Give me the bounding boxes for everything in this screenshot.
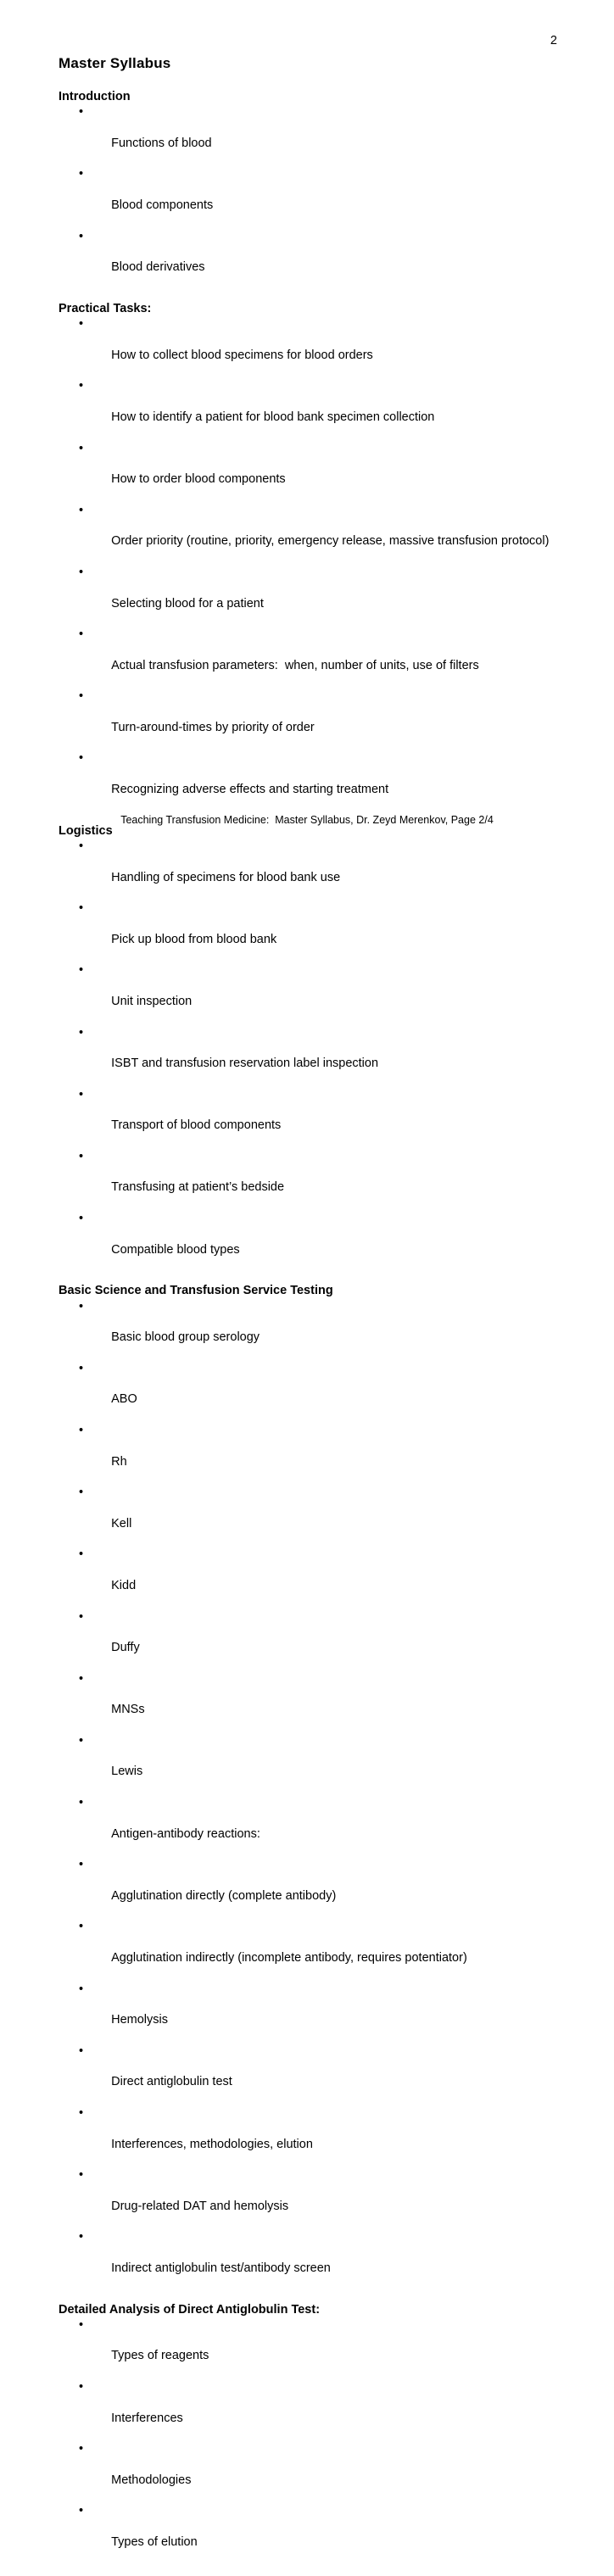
list-item-text: Interferences xyxy=(111,2411,183,2425)
list-item xyxy=(59,229,580,291)
list-item-text: Selecting blood for a patient xyxy=(111,596,264,611)
bullet-icon: • xyxy=(79,1149,84,1163)
list-item xyxy=(59,1547,580,1609)
bullet-icon: • xyxy=(79,689,84,704)
page-title: Master Syllabus xyxy=(59,55,171,71)
list-item xyxy=(59,1087,580,1149)
list-item-text: How to collect blood specimens for blood orders xyxy=(111,348,373,362)
list-item-text: Drug-related DAT and hemolysis xyxy=(111,2199,289,2213)
list-item-text: Turn-around-times by priority of order xyxy=(111,720,315,734)
list-item-text: Pick up blood from blood bank xyxy=(111,932,277,946)
bullet-icon: • xyxy=(79,1796,84,1810)
list-item-text: Order priority (routine, priority, emergency release, massive transfusion protocol) xyxy=(111,534,550,549)
bullet-icon: • xyxy=(79,2106,84,2120)
bullet-icon: • xyxy=(79,1609,84,1624)
list-item xyxy=(59,1857,580,1919)
list-item-text: Recognizing adverse effects and starting treatment xyxy=(111,783,389,797)
bullet-icon: • xyxy=(79,2044,84,2058)
bullet-icon: • xyxy=(79,2230,84,2244)
section-heading: Introduction xyxy=(59,90,131,103)
list-item-text: Types of reagents xyxy=(111,2349,209,2363)
bullet-icon: • xyxy=(79,1982,84,1996)
list-item-text: Kidd xyxy=(111,1578,137,1592)
list-item xyxy=(59,1025,580,1087)
list-item xyxy=(59,2229,580,2291)
list-item-text: Duffy xyxy=(111,1641,140,1655)
list-item xyxy=(59,1733,580,1795)
list-item-text: Kell xyxy=(111,1516,132,1531)
list-item xyxy=(59,2105,580,2167)
bullet-list xyxy=(59,104,580,291)
section-heading: Basic Science and Transfusion Service Testing xyxy=(59,1284,333,1298)
list-item xyxy=(59,2379,580,2441)
bullet-icon: • xyxy=(79,751,84,766)
list-item xyxy=(59,1982,580,2044)
list-item-text: How to order blood components xyxy=(111,472,286,487)
bullet-icon: • xyxy=(79,1423,84,1437)
list-item-text: MNSs xyxy=(111,1703,145,1717)
section-heading: Practical Tasks: xyxy=(59,301,152,315)
bullet-icon: • xyxy=(79,1361,84,1375)
bullet-icon: • xyxy=(79,1858,84,1872)
list-item-text: Blood components xyxy=(111,198,214,213)
list-item xyxy=(59,2167,580,2229)
bullet-icon: • xyxy=(79,901,84,916)
bullet-icon: • xyxy=(79,1212,84,1226)
bullet-list xyxy=(59,2317,580,2566)
syllabus-section xyxy=(59,301,580,813)
list-item xyxy=(59,689,580,750)
bullet-list xyxy=(59,839,580,1273)
list-item-text: ABO xyxy=(111,1392,137,1407)
bullet-icon: • xyxy=(79,1025,84,1040)
list-item-text: Agglutination directly (complete antibody) xyxy=(111,1888,337,1903)
list-item xyxy=(59,2441,580,2503)
bullet-icon: • xyxy=(79,1299,84,1313)
list-item xyxy=(59,1149,580,1211)
bullet-icon: • xyxy=(79,1671,84,1686)
section-heading: Detailed Analysis of Direct Antiglobulin Test: xyxy=(59,2302,321,2317)
bullet-icon: • xyxy=(79,2317,84,2332)
syllabus-section xyxy=(59,2302,580,2566)
list-item xyxy=(59,316,580,378)
list-item-text: Agglutination indirectly (incomplete antibody, requires potentiator) xyxy=(111,1951,467,1965)
bullet-list xyxy=(59,1299,580,2292)
list-item-text: Methodologies xyxy=(111,2473,192,2487)
bullet-icon: • xyxy=(79,105,84,120)
list-item xyxy=(59,900,580,962)
bullet-icon: • xyxy=(79,379,84,393)
list-item xyxy=(59,962,580,1024)
bullet-icon: • xyxy=(79,839,84,853)
bullet-icon: • xyxy=(79,1733,84,1748)
list-item-text: Lewis xyxy=(111,1765,143,1779)
list-item xyxy=(59,378,580,440)
bullet-icon: • xyxy=(79,1087,84,1101)
bullet-icon: • xyxy=(79,2380,84,2395)
list-item-text: Transfusing at patient’s bedside xyxy=(111,1180,285,1195)
list-item-text: Rh xyxy=(111,1454,127,1469)
list-item xyxy=(59,2503,580,2565)
list-item xyxy=(59,1423,580,1485)
list-item-text: How to identify a patient for blood bank specimen collection xyxy=(111,410,435,424)
list-item xyxy=(59,627,580,689)
list-item xyxy=(59,839,580,900)
bullet-icon: • xyxy=(79,565,84,579)
list-item xyxy=(59,1919,580,1981)
bullet-icon: • xyxy=(79,317,84,332)
list-item-text: Interferences, methodologies, elution xyxy=(111,2137,313,2151)
list-item xyxy=(59,1795,580,1857)
list-item-text: Compatible blood types xyxy=(111,1242,240,1257)
list-item-text: Types of elution xyxy=(111,2535,198,2550)
bullet-icon: • xyxy=(79,1547,84,1562)
list-item-text: Handling of specimens for blood bank use xyxy=(111,870,341,884)
list-item xyxy=(59,1361,580,1423)
bullet-icon: • xyxy=(79,1486,84,1500)
list-item-text: Indirect antiglobulin test/antibody screen xyxy=(111,2261,331,2275)
list-item-text: ISBT and transfusion reservation label inspection xyxy=(111,1057,379,1071)
bullet-icon: • xyxy=(79,627,84,642)
list-item xyxy=(59,1299,580,1361)
list-item xyxy=(59,750,580,812)
list-item xyxy=(59,441,580,503)
bullet-icon: • xyxy=(79,2168,84,2183)
bullet-icon: • xyxy=(79,963,84,978)
list-item-text: Antigen-antibody reactions: xyxy=(111,1826,260,1841)
list-item xyxy=(59,1485,580,1547)
bullet-icon: • xyxy=(79,503,84,517)
bullet-list xyxy=(59,316,580,813)
page-number: 2 xyxy=(550,34,557,47)
list-item xyxy=(59,1609,580,1671)
bullet-icon: • xyxy=(79,2442,84,2456)
list-item xyxy=(59,2044,580,2105)
list-item-text: Hemolysis xyxy=(111,2013,168,2027)
list-item-text: Blood derivatives xyxy=(111,260,205,275)
syllabus-section xyxy=(59,89,580,291)
syllabus-section xyxy=(59,1283,580,2291)
list-item-text: Transport of blood components xyxy=(111,1118,282,1133)
list-item-text: Direct antiglobulin test xyxy=(111,2075,232,2089)
list-item xyxy=(59,104,580,166)
section-heading: Logistics xyxy=(59,823,113,838)
list-item xyxy=(59,503,580,565)
page-footer: Teaching Transfusion Medicine: Master Syllabus, Dr. Zeyd Merenkov, Page 2/4 xyxy=(120,814,494,826)
list-item-text: Actual transfusion parameters: when, number of units, use of filters xyxy=(111,658,479,672)
bullet-icon: • xyxy=(79,441,84,455)
list-item xyxy=(59,166,580,228)
document-body xyxy=(59,89,580,2576)
bullet-icon: • xyxy=(79,229,84,243)
bullet-icon: • xyxy=(79,167,84,181)
list-item xyxy=(59,1211,580,1273)
list-item-text: Basic blood group serology xyxy=(111,1330,260,1345)
bullet-icon: • xyxy=(79,1920,84,1934)
list-item xyxy=(59,565,580,627)
list-item-text: Unit inspection xyxy=(111,994,193,1008)
bullet-icon: • xyxy=(79,2504,84,2518)
list-item-text: Functions of blood xyxy=(111,136,212,150)
syllabus-section xyxy=(59,823,580,1274)
list-item xyxy=(59,1671,580,1733)
list-item xyxy=(59,2317,580,2379)
